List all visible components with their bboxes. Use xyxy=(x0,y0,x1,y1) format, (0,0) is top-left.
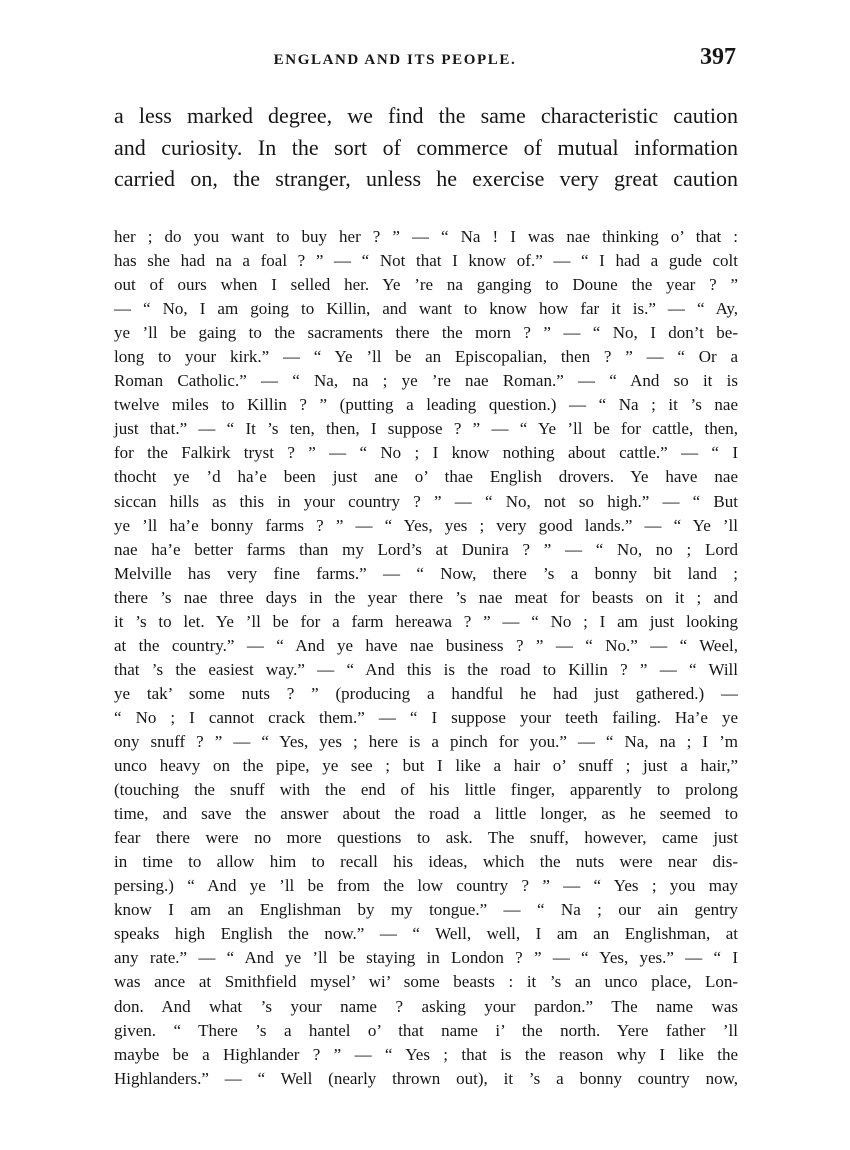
page-header xyxy=(114,44,736,78)
text-line: speaks high English the now.” — “ Well, well, I am an Englishman, at xyxy=(114,924,738,944)
main-paragraph xyxy=(114,100,738,195)
text-line: at the country.” — “ And ye have nae business ? ” — “ No.” — “ Weel, xyxy=(114,635,738,655)
quoted-dialogue xyxy=(114,225,738,1091)
text-line: unco heavy on the pipe, ye see ; but I like a hair o’ snuff ; just a hair,” xyxy=(114,756,738,776)
text-line: fear there were no more questions to ask. The snuff, however, came just xyxy=(114,828,738,848)
text-line: Highlanders.” — “ Well (nearly thrown out), it ’s a bonny country now, xyxy=(114,1068,738,1088)
text-line: has she had na a foal ? ” — “ Not that I know of.” — “ I had a gude colt xyxy=(114,251,738,271)
text-line: just that.” — “ It ’s ten, then, I suppose ? ” — “ Ye ’ll be for cattle, then, xyxy=(114,419,738,439)
text-line: persing.) “ And ye ’ll be from the low country ? ” — “ Yes ; you may xyxy=(114,876,738,896)
text-line: in time to allow him to recall his ideas, which the nuts were near dis- xyxy=(114,852,738,872)
text-line: was ance at Smithfield mysel’ wi’ some beasts : it ’s an unco place, Lon- xyxy=(114,972,738,992)
text-line: siccan hills as this in your country ? ” — “ No, not so high.” — “ But xyxy=(114,491,738,511)
text-line: Roman Catholic.” — “ Na, na ; ye ’re nae Roman.” — “ And so it is xyxy=(114,371,738,391)
text-line: and curiosity. In the sort of commerce of mutual information xyxy=(114,134,738,160)
text-line: long to your kirk.” — “ Ye ’ll be an Episcopalian, then ? ” — “ Or a xyxy=(114,347,738,367)
text-line: given. “ There ’s a hantel o’ that name i’ the north. Yere father ’ll xyxy=(114,1020,738,1040)
text-line: ony snuff ? ” — “ Yes, yes ; here is a pinch for you.” — “ Na, na ; I ’m xyxy=(114,731,738,751)
text-line: twelve miles to Killin ? ” (putting a leading question.) — “ Na ; it ’s nae xyxy=(114,395,738,415)
text-line: time, and save the answer about the road a little longer, as he seemed to xyxy=(114,804,738,824)
text-line: ye tak’ some nuts ? ” (producing a handful he had just gathered.) — xyxy=(114,683,738,703)
text-line: for the Falkirk tryst ? ” — “ No ; I know nothing about cattle.” — “ I xyxy=(114,443,738,463)
text-line: (touching the snuff with the end of his little finger, apparently to prolong xyxy=(114,780,738,800)
text-line: out of ours when I selled her. Ye ’re na ganging to Doune the year ? ” xyxy=(114,275,738,295)
text-line: carried on, the stranger, unless he exercise very great caution xyxy=(114,166,738,191)
text-line: “ No ; I cannot crack them.” — “ I suppose your teeth failing. Ha’e ye xyxy=(114,707,738,727)
text-line: thocht ye ’d ha’e been just ane o’ thae English drovers. Ye have nae xyxy=(114,467,738,487)
text-line: any rate.” — “ And ye ’ll be staying in London ? ” — “ Yes, yes.” — “ I xyxy=(114,948,738,968)
text-line: that ’s the easiest way.” — “ And this is the road to Killin ? ” — “ Will xyxy=(114,659,738,679)
text-line: it ’s to let. Ye ’ll be for a farm hereawa ? ” — “ No ; I am just looking xyxy=(114,611,738,631)
text-line: a less marked degree, we find the same characteristic caution xyxy=(114,103,738,128)
text-line: maybe be a Highlander ? ” — “ Yes ; that is the reason why I like the xyxy=(114,1044,738,1064)
page-number: 397 xyxy=(700,44,736,70)
text-line: don. And what ’s your name ? asking your pardon.” The name was xyxy=(114,996,738,1016)
text-line: ye ’ll be gaing to the sacraments there the morn ? ” — “ No, I don’t be- xyxy=(114,323,738,343)
text-line: nae ha’e better farms than my Lord’s at Dunira ? ” — “ No, no ; Lord xyxy=(114,539,738,559)
text-line: her ; do you want to buy her ? ” — “ Na ! I was nae thinking o’ that : xyxy=(114,227,738,246)
text-line: Melville has very fine farms.” — “ Now, there ’s a bonny bit land ; xyxy=(114,563,738,583)
text-line: — “ No, I am going to Killin, and want to know how far it is.” — “ Ay, xyxy=(114,299,738,319)
text-line: there ’s nae three days in the year there ’s nae meat for beasts on it ; and xyxy=(114,587,738,607)
text-line: know I am an Englishman by my tongue.” — “ Na ; our ain gentry xyxy=(114,900,738,920)
running-head: ENGLAND AND ITS PEOPLE. xyxy=(273,52,517,68)
text-line: ye ’ll ha’e bonny farms ? ” — “ Yes, yes ; very good lands.” — “ Ye ’ll xyxy=(114,515,738,535)
